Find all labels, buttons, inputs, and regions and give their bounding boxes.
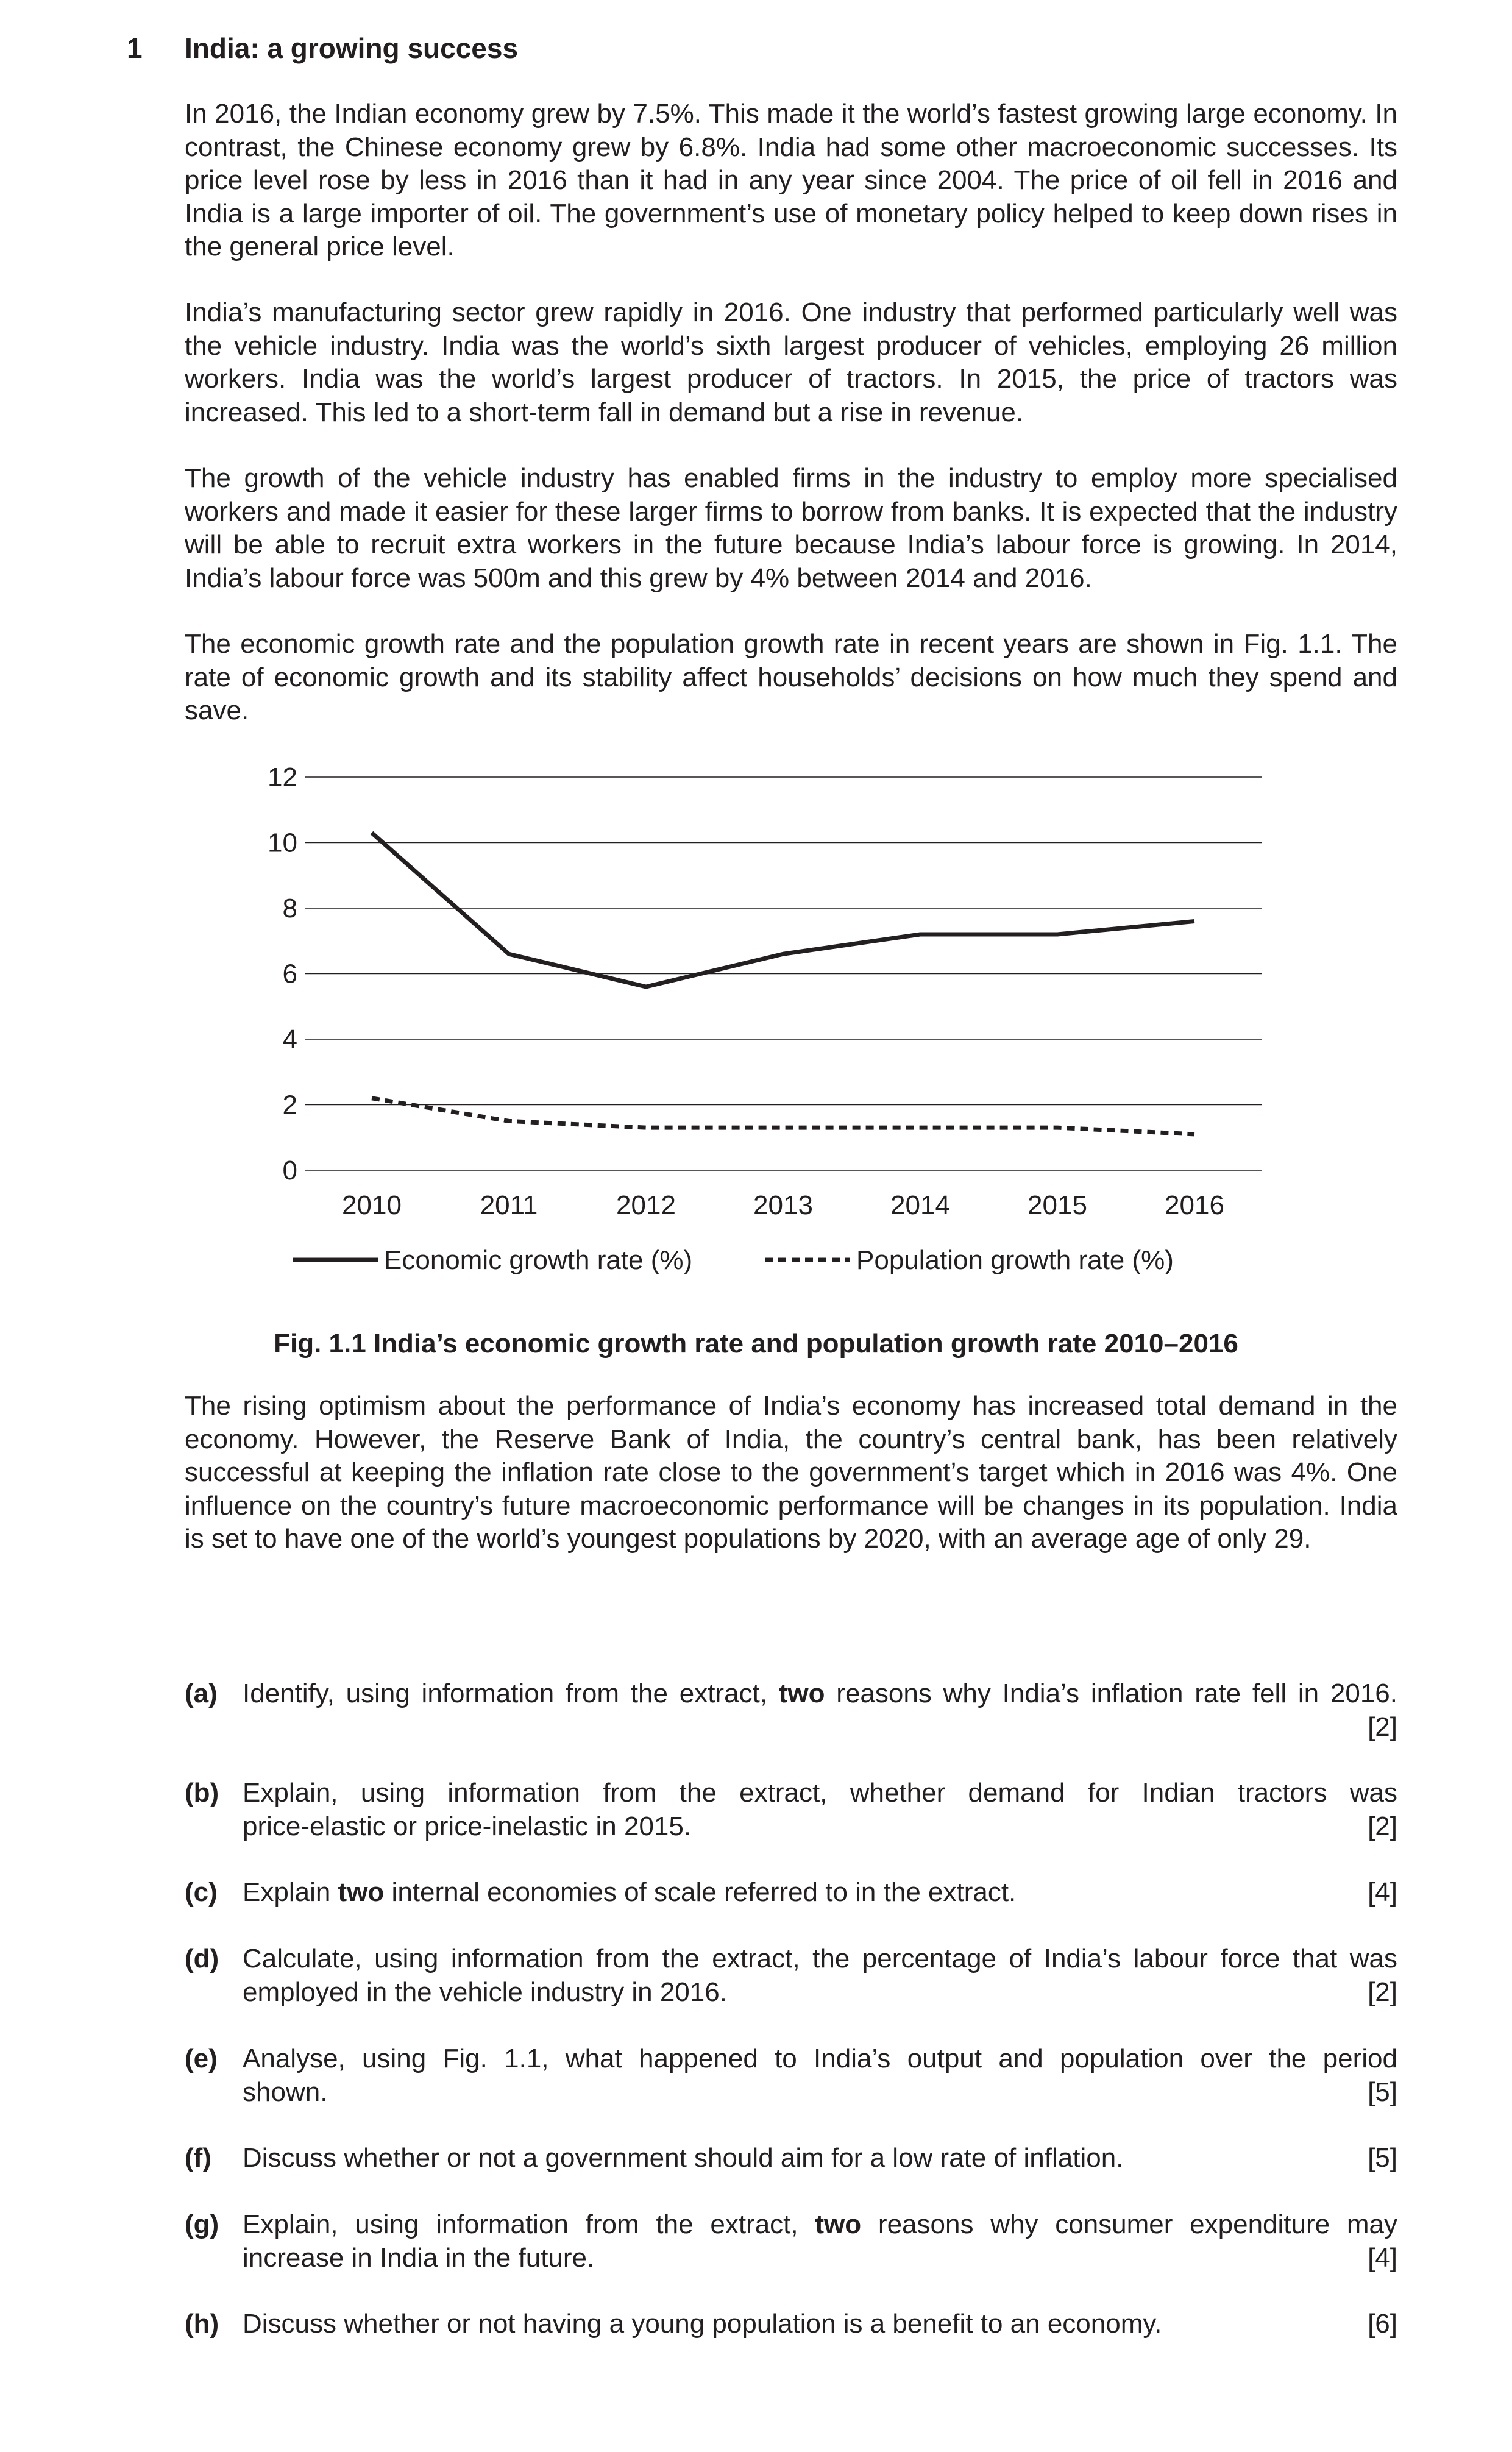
part-text-line: Identify, using information from the extract, two reasons why India’s inflation rate fell in 2016. [243, 1679, 1397, 1708]
part-text [243, 2042, 1397, 2109]
part-mark: [4] [1368, 1877, 1397, 1907]
part-mark: [2] [1368, 1811, 1397, 1841]
part-mark: [2] [1368, 1977, 1397, 2007]
y-tick-label: 6 [282, 959, 297, 989]
question-number: 1 [127, 32, 143, 64]
y-tick-label: 12 [268, 762, 297, 792]
part-text [243, 1677, 1397, 1711]
part-text-line: Calculate, using information from the extract, the percentage of India’s labour force that was [243, 1944, 1397, 1974]
part-text-line: Explain two internal economies of scale referred to in the extract. [243, 1877, 1017, 1907]
x-tick-label: 2016 [1165, 1190, 1224, 1220]
question-title: India: a growing success [185, 32, 519, 64]
y-tick-label: 2 [282, 1090, 297, 1120]
part-label: (e) [185, 2044, 218, 2074]
part-text [243, 2308, 1397, 2341]
part-text-line: Analyse, using Fig. 1.1, what happened to India’s output and population over the period [243, 2044, 1397, 2074]
part-label: (b) [185, 1778, 219, 1808]
part-text-line: Discuss whether or not a government should aim for a low rate of inflation. [243, 2143, 1124, 2173]
x-tick-label: 2012 [616, 1190, 676, 1220]
part-text-line: employed in the vehicle industry in 2016. [243, 1977, 727, 2007]
figure-caption: Fig. 1.1 India’s economic growth rate and population growth rate 2010–2016 [274, 1329, 1238, 1359]
y-tick-label: 0 [282, 1156, 297, 1185]
extract-paragraph-2: India’s manufacturing sector grew rapidly in 2016. One industry that performed particularly well was the vehicle industry. India was the world’s sixth largest producer of vehicles, employing 26 million workers. India was the world’s largest producer of tractors. In 2015, the price of tractors was increased. This led to a short-term fall in demand but a rise in revenue. [185, 297, 1397, 427]
y-tick-label: 8 [282, 894, 297, 923]
extract-paragraph-4: The economic growth rate and the population growth rate in recent years are shown in Fig. 1.1. The rate of economic growth and its stability affect households’ decisions on how much they spend and save. [185, 629, 1397, 725]
part-mark: [5] [1368, 2143, 1397, 2173]
part-text-line: shown. [243, 2077, 328, 2107]
extract-paragraph-5: The rising optimism about the performance of India’s economy has increased total demand in the economy. However, the Reserve Bank of India, the country’s central bank, has been relatively successful at keeping the inflation rate close to the government’s target which in 2016 was 4%. One influence on the country’s future macroeconomic performance will be changes in its population. India is set to have one of the world’s youngest populations by 2020, with an average age of only 29. [185, 1391, 1397, 1554]
part-text [243, 1942, 1397, 2009]
part-label: (c) [185, 1877, 218, 1907]
legend-population-growth: Population growth rate (%) [856, 1245, 1174, 1275]
x-tick-label: 2013 [753, 1190, 813, 1220]
part-text [243, 2142, 1397, 2175]
part-label: (h) [185, 2309, 219, 2339]
part-mark: [2] [1368, 1711, 1397, 1742]
economic-growth-line [372, 833, 1194, 987]
population-growth-line [372, 1098, 1194, 1134]
part-label: (g) [185, 2209, 219, 2239]
x-tick-label: 2011 [480, 1190, 538, 1220]
part-mark: [5] [1368, 2077, 1397, 2107]
part-text-line: increase in India in the future. [243, 2242, 595, 2273]
part-label: (d) [185, 1944, 219, 1974]
part-text-line: Explain, using information from the extract, whether demand for Indian tractors was [243, 1778, 1397, 1808]
part-mark: [6] [1368, 2309, 1397, 2339]
part-text [243, 1876, 1397, 1910]
part-text-line: price-elastic or price-inelastic in 2015. [243, 1811, 692, 1841]
part-mark: [4] [1368, 2242, 1397, 2273]
x-tick-label: 2010 [342, 1190, 402, 1220]
part-text-line: Explain, using information from the extract, two reasons why consumer expenditure may [243, 2209, 1397, 2239]
part-label: (f) [185, 2143, 211, 2173]
legend-economic-growth: Economic growth rate (%) [384, 1245, 693, 1275]
part-text [243, 2208, 1397, 2275]
extract-paragraph-1: In 2016, the Indian economy grew by 7.5%. This made it the world’s fastest growing large economy. In contrast, the Chinese economy grew by 6.8%. India had some other macroeconomic successes. Its price level rose by less in 2016 than it had in any year since 2004. The price of oil fell in 2016 and India is a large importer of oil. The government’s use of monetary policy helped to keep down rises in the general price level. [185, 99, 1397, 261]
part-text-line: Discuss whether or not having a young population is a benefit to an economy. [243, 2309, 1162, 2339]
y-tick-label: 4 [282, 1025, 297, 1054]
x-tick-label: 2015 [1028, 1190, 1087, 1220]
x-tick-label: 2014 [890, 1190, 950, 1220]
growth-rate-line-chart [232, 759, 1280, 1283]
part-text [243, 1777, 1397, 1843]
part-label: (a) [185, 1679, 218, 1708]
extract-paragraph-3: The growth of the vehicle industry has enabled firms in the industry to employ more specialised workers and made it easier for these larger firms to borrow from banks. It is expected that the industry will be able to recruit extra workers in the future because India’s labour force is growing. In 2014, India’s labour force was 500m and this grew by 4% between 2014 and 2016. [185, 463, 1397, 593]
y-tick-label: 10 [268, 828, 297, 858]
